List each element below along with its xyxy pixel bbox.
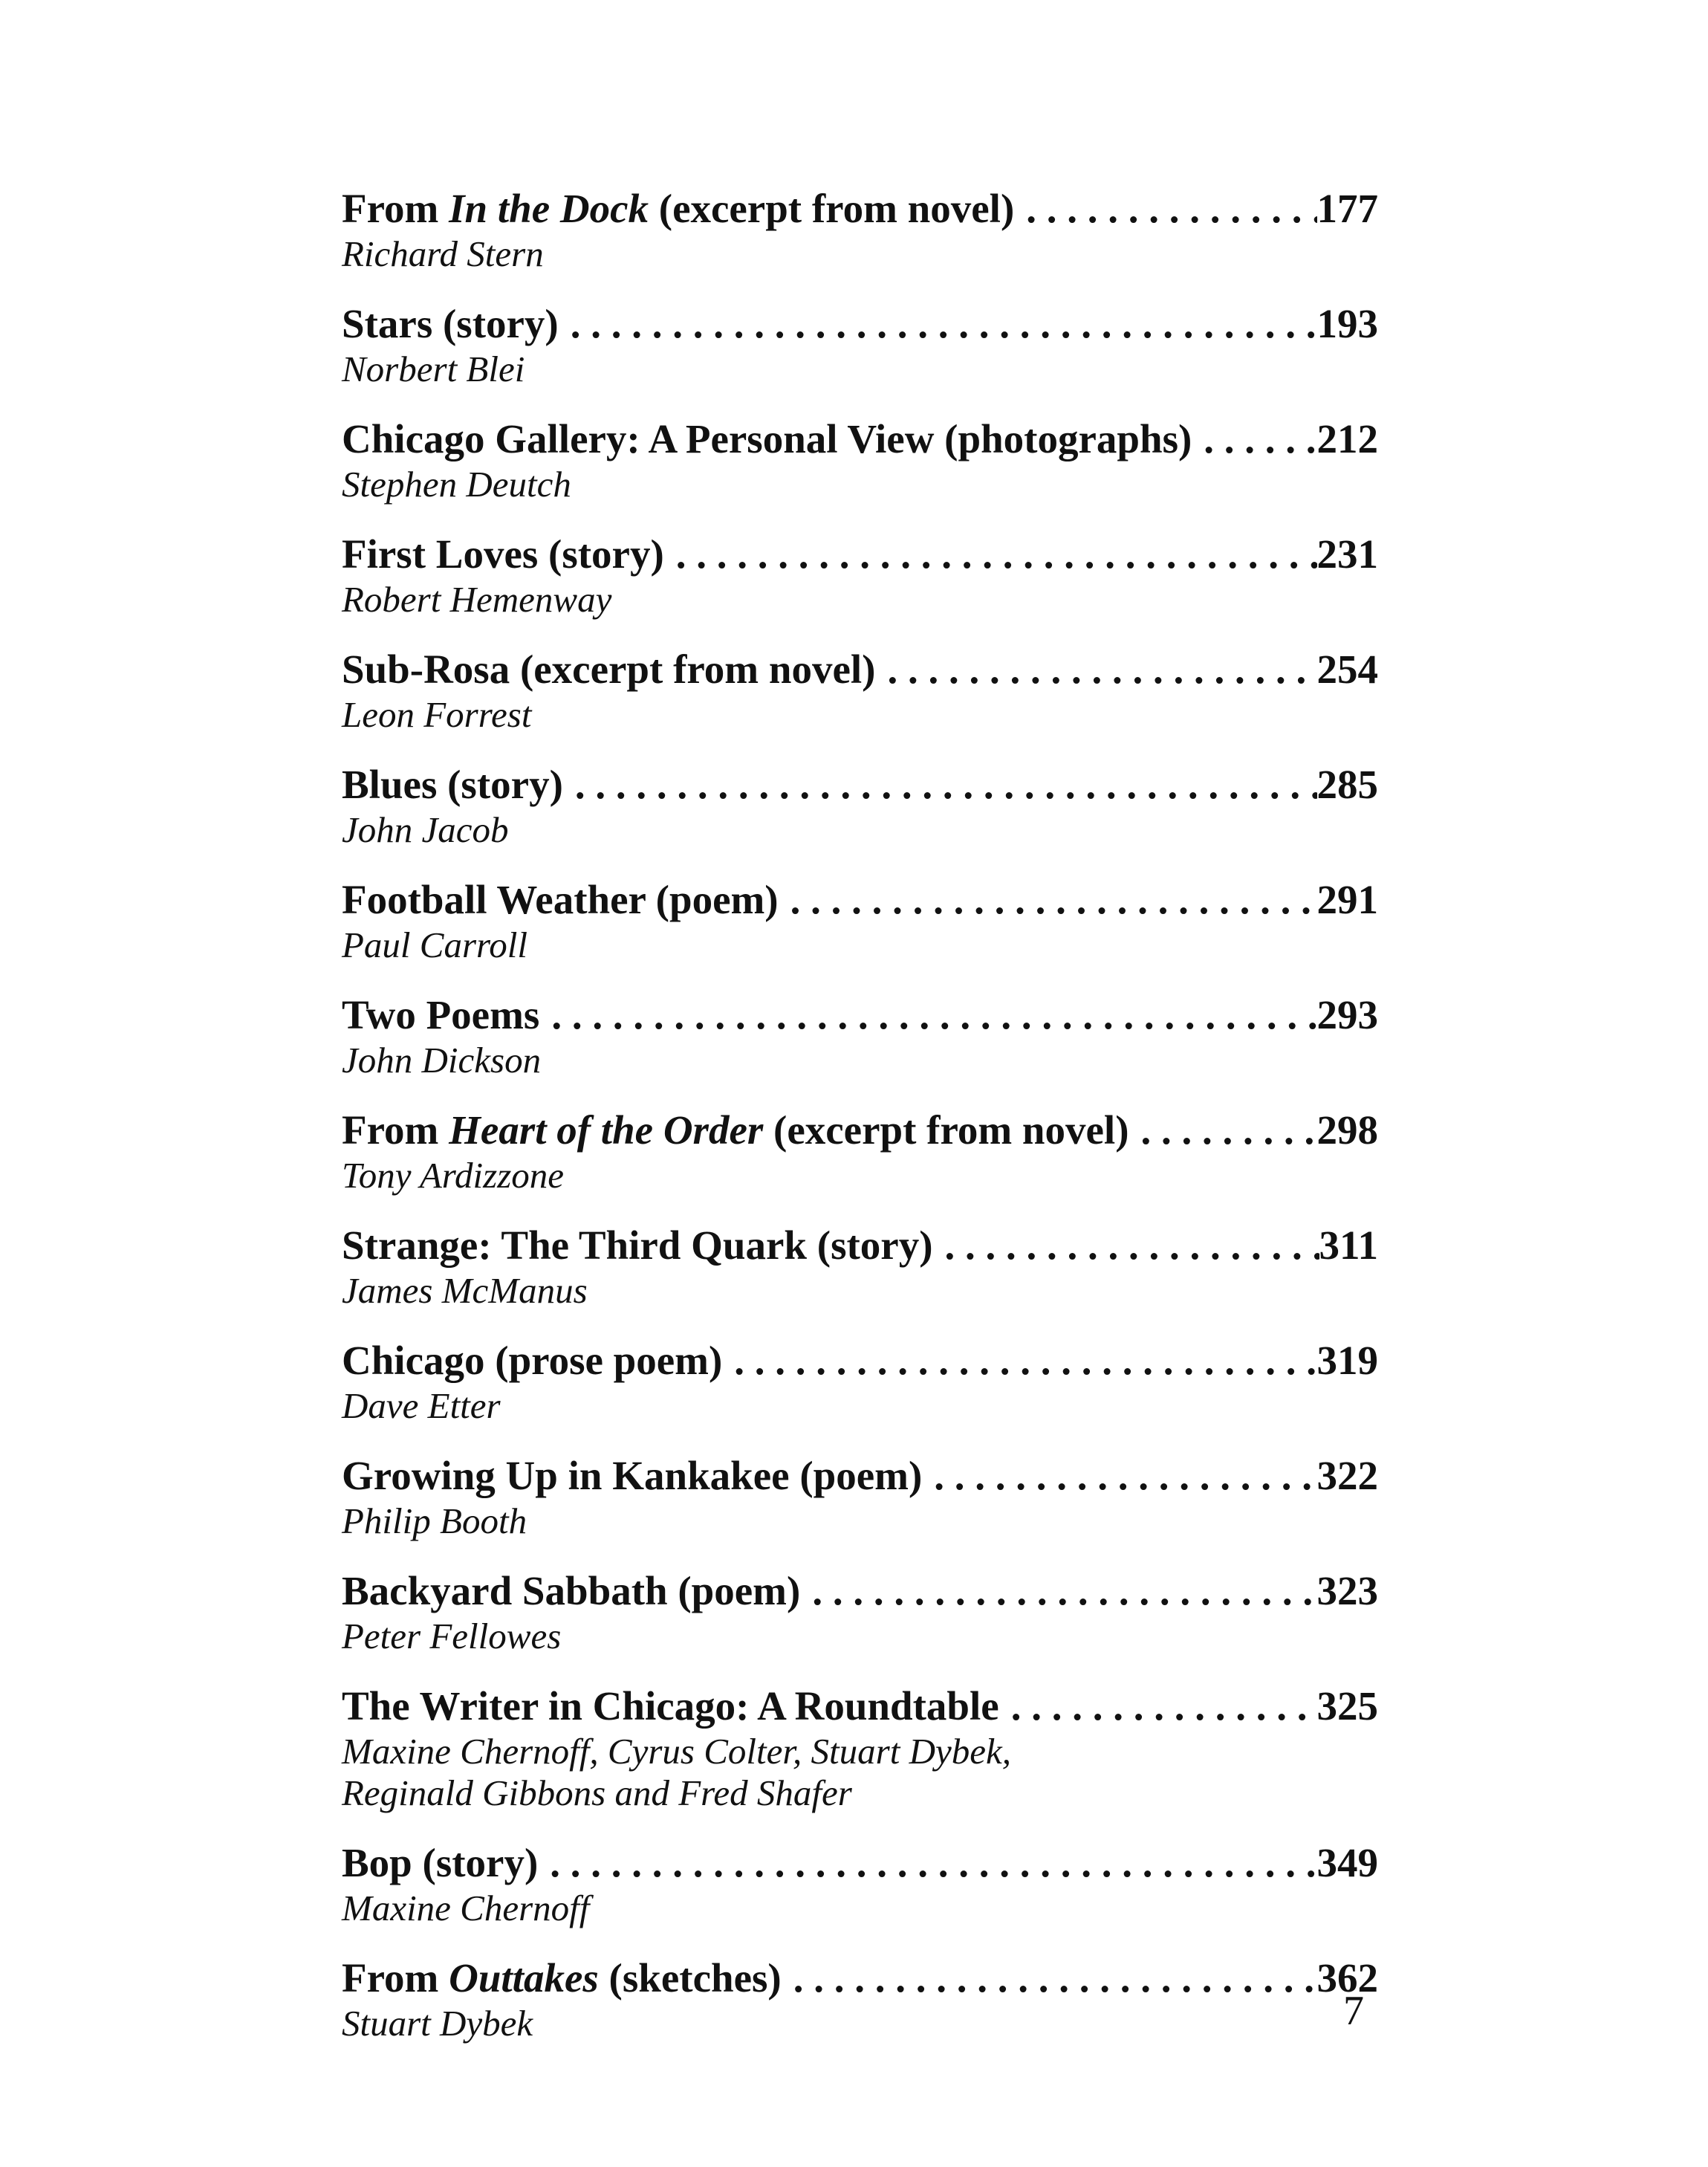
toc-title-line: [342, 1221, 1378, 1270]
toc-title: Chicago Gallery: A Personal View (photographs): [342, 416, 1192, 461]
toc-title: From In the Dock (excerpt from novel): [342, 186, 1015, 231]
dot-leader: [779, 875, 1317, 924]
toc-title: Backyard Sabbath (poem): [342, 1568, 801, 1613]
toc-author: John Jacob: [342, 809, 509, 850]
toc-author: James McManus: [342, 1270, 588, 1311]
toc-page-number: 311: [1319, 1222, 1378, 1268]
toc-title: Bop (story): [342, 1840, 539, 1885]
toc-author: Tony Ardizzone: [342, 1155, 565, 1196]
dot-leader: [782, 1954, 1317, 2003]
toc-title-line: [342, 1567, 1378, 1616]
dot-leader: [538, 1839, 1316, 1888]
toc-author: Reginald Gibbons and Fred Shafer: [342, 1772, 852, 1813]
toc-entry: [342, 1221, 1378, 1312]
toc-page-number: 362: [1316, 1955, 1378, 2001]
dot-leader: [563, 760, 1317, 809]
toc-page-number: 177: [1316, 186, 1378, 231]
toc-author: Philip Booth: [342, 1500, 527, 1541]
toc-title: Chicago (prose poem): [342, 1338, 723, 1383]
toc-page-number: 254: [1316, 647, 1378, 692]
toc-entry: [342, 1336, 1378, 1427]
toc-title-line: [342, 184, 1378, 233]
toc-title: The Writer in Chicago: A Roundtable: [342, 1683, 999, 1729]
toc-page-number: 291: [1316, 877, 1378, 922]
dot-leader: [922, 1451, 1316, 1500]
toc-title: From Outtakes (sketches): [342, 1955, 782, 2001]
toc-entry: [342, 415, 1378, 505]
toc-title-line: [342, 991, 1378, 1040]
dot-leader: [1129, 1106, 1317, 1155]
toc-title-line: [342, 645, 1378, 694]
toc-entry: [342, 875, 1378, 966]
toc-page-number: 325: [1316, 1683, 1378, 1729]
toc-entry: [342, 645, 1378, 736]
toc-title: Two Poems: [342, 992, 540, 1037]
toc-author: Peter Fellowes: [342, 1616, 562, 1656]
toc-entry: [342, 530, 1378, 621]
toc-entry: [342, 760, 1378, 851]
toc-page-number: 285: [1316, 762, 1378, 807]
toc-entry: [342, 1106, 1378, 1196]
toc-author: Paul Carroll: [342, 924, 528, 965]
dot-leader: [999, 1682, 1317, 1731]
toc-author: John Dickson: [342, 1040, 542, 1081]
toc-author: Leon Forrest: [342, 694, 532, 735]
dot-leader: [875, 645, 1316, 694]
toc-title-line: [342, 1451, 1378, 1500]
toc-title-line: [342, 415, 1378, 464]
toc-page-number: 298: [1316, 1107, 1378, 1153]
toc-page-number: 319: [1316, 1338, 1378, 1383]
toc-title-line: [342, 1954, 1378, 2003]
dot-leader: [539, 991, 1316, 1040]
toc-title: Growing Up in Kankakee (poem): [342, 1453, 923, 1498]
toc-title: From Heart of the Order (excerpt from novel): [342, 1107, 1129, 1153]
dot-leader: [800, 1567, 1316, 1616]
toc-entry: [342, 1839, 1378, 1929]
dot-leader: [559, 299, 1317, 349]
toc-title-line: [342, 1336, 1378, 1385]
toc-title: Sub-Rosa (excerpt from novel): [342, 647, 876, 692]
toc-entry: [342, 1451, 1378, 1542]
dot-leader: [722, 1336, 1316, 1385]
toc-title-line: [342, 760, 1378, 809]
toc-entry: [342, 991, 1378, 1081]
toc-title: First Loves (story): [342, 531, 664, 577]
toc-title-line: [342, 1839, 1378, 1888]
toc-title-line: [342, 875, 1378, 924]
toc-author: Stuart Dybek: [342, 2003, 533, 2044]
toc-title-line: [342, 1682, 1378, 1731]
dot-leader: [1014, 184, 1316, 233]
toc-author: Maxine Chernoff: [342, 1888, 590, 1928]
table-of-contents: [342, 184, 1378, 2069]
dot-leader: [1192, 415, 1316, 464]
toc-author: Robert Hemenway: [342, 579, 612, 620]
toc-author: Maxine Chernoff, Cyrus Colter, Stuart Dybek,: [342, 1731, 1011, 1772]
toc-author: Dave Etter: [342, 1385, 501, 1426]
toc-author: Richard Stern: [342, 233, 544, 274]
toc-title-line: [342, 299, 1378, 349]
toc-entry: [342, 1567, 1378, 1657]
toc-entry: [342, 1682, 1378, 1814]
toc-page-number: 293: [1316, 992, 1378, 1037]
toc-title-line: [342, 530, 1378, 579]
toc-page-number: 322: [1316, 1453, 1378, 1498]
toc-entry: [342, 299, 1378, 390]
toc-page-number: 323: [1316, 1568, 1378, 1613]
toc-entry: [342, 1954, 1378, 2044]
toc-page-number: 193: [1316, 301, 1378, 346]
toc-author: Stephen Deutch: [342, 464, 571, 505]
page-number: 7: [1343, 1988, 1364, 2034]
toc-page-number: 212: [1316, 416, 1378, 461]
toc-author: Norbert Blei: [342, 349, 525, 389]
dot-leader: [664, 530, 1317, 579]
toc-title: Blues (story): [342, 762, 563, 807]
toc-page-number: 349: [1316, 1840, 1378, 1885]
toc-title: Stars (story): [342, 301, 559, 346]
toc-title: Strange: The Third Quark (story): [342, 1222, 933, 1268]
toc-title-line: [342, 1106, 1378, 1155]
toc-entry: [342, 184, 1378, 275]
dot-leader: [933, 1221, 1319, 1270]
toc-page-number: 231: [1316, 531, 1378, 577]
toc-title: Football Weather (poem): [342, 877, 779, 922]
